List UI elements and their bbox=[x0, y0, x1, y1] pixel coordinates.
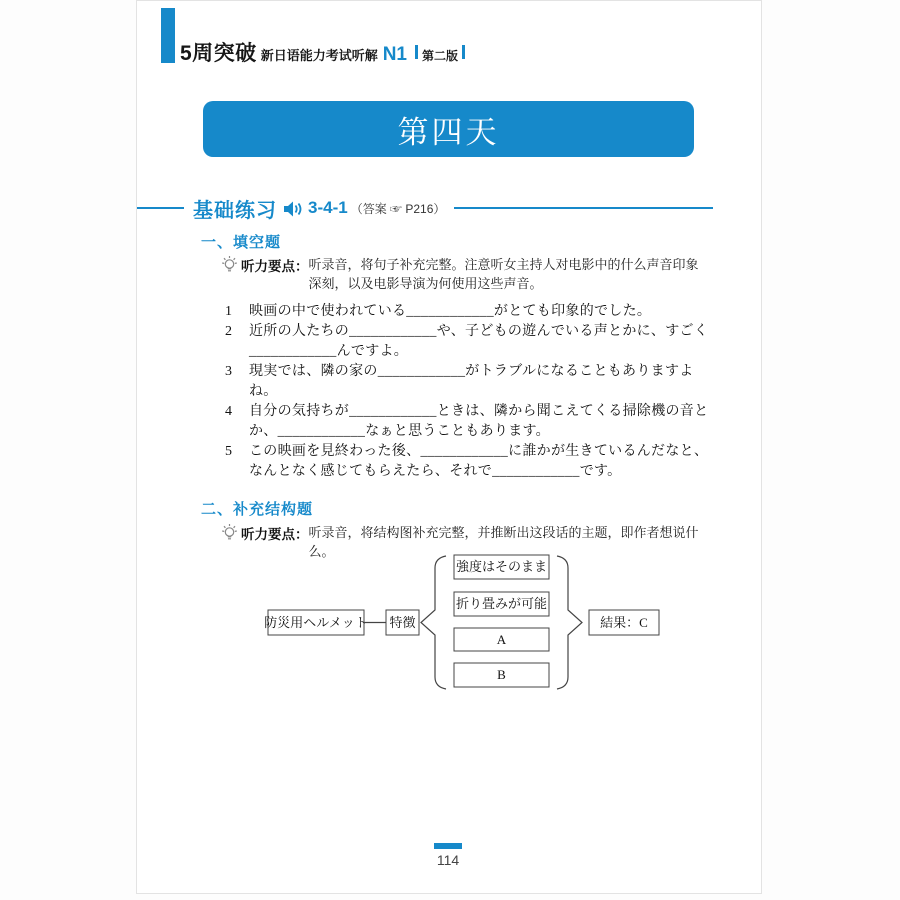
diagram-right-brace bbox=[557, 556, 582, 689]
divider-bar bbox=[415, 45, 418, 59]
list-item bbox=[225, 402, 725, 442]
part2-title: 二、补充结构题 bbox=[201, 501, 314, 518]
footer-accent-bar bbox=[434, 843, 462, 849]
diagram-node-label: 特徴 bbox=[389, 615, 416, 630]
series-title: 5周突破 bbox=[180, 42, 257, 65]
keypoint-text: 听录音，将结构图补充完整，并推断出这段话的主题，即作者想说什么。 bbox=[308, 525, 699, 559]
brand-header bbox=[180, 37, 469, 67]
item-text: 近所の人たちの____________や、子どもの遊んでいる声とかに、すごく____________んですよ。 bbox=[249, 324, 709, 359]
item-text: 現実では、隣の家の____________がトラブルになることもありますよね。 bbox=[249, 364, 694, 399]
edition-label: 第二版 bbox=[422, 49, 459, 63]
speaker-icon bbox=[284, 201, 303, 217]
book-page bbox=[136, 0, 762, 894]
item-text: 映画の中で使われている____________がとても印象的でした。 bbox=[249, 304, 652, 319]
lightbulb-icon bbox=[221, 255, 238, 275]
structure-diagram bbox=[262, 550, 662, 698]
item-number: 1 bbox=[225, 304, 232, 319]
diagram-feature-label: B bbox=[497, 667, 506, 682]
brand-accent-bar bbox=[161, 8, 175, 63]
item-number: 5 bbox=[225, 444, 232, 459]
diagram-root-label: 防災用ヘルメット bbox=[264, 615, 368, 630]
diagram-left-brace bbox=[421, 556, 446, 689]
divider-bar bbox=[462, 45, 465, 59]
diagram-feature-label: 折り畳みが可能 bbox=[455, 596, 548, 611]
series-subtitle: 新日语能力考试听解 bbox=[260, 48, 378, 63]
item-text: この映画を見終わった後、____________に誰かが生きているんだなと、なんとなく感じてもらえたら、それで____________です。 bbox=[249, 444, 709, 479]
day-banner: 第四天 bbox=[203, 101, 694, 157]
section-title: 基础练习 bbox=[193, 199, 277, 222]
header-rule-left bbox=[137, 207, 184, 209]
list-item bbox=[225, 442, 725, 482]
item-text: 自分の気持ちが____________ときは、隣から聞こえてくる掃除機の音とか、____________なぁと思うこともあります。 bbox=[249, 404, 709, 439]
header-rule-right bbox=[454, 207, 713, 209]
keypoint-text: 听录音，将句子补充完整。注意听女主持人对电影中的什么声音印象深刻，以及电影导演为何使用这些声音。 bbox=[308, 257, 699, 291]
item-number: 4 bbox=[225, 404, 232, 419]
part1-title: 一、填空题 bbox=[201, 234, 282, 251]
list-item bbox=[225, 322, 725, 362]
part1-keypoint bbox=[221, 254, 701, 293]
list-item bbox=[225, 362, 725, 402]
jlpt-level: N1 bbox=[382, 44, 407, 65]
fill-in-list bbox=[225, 302, 725, 482]
lightbulb-icon bbox=[221, 523, 238, 543]
list-item bbox=[225, 302, 725, 322]
diagram-result-label: 結果：C bbox=[600, 615, 648, 630]
keypoint-label: 听力要点： bbox=[241, 259, 309, 274]
item-number: 3 bbox=[225, 364, 232, 379]
item-number: 2 bbox=[225, 324, 232, 339]
section-header bbox=[137, 193, 763, 223]
diagram-feature-label: A bbox=[496, 632, 507, 647]
keypoint-label: 听力要点： bbox=[241, 527, 309, 542]
answer-reference: （答案 ☞ P216） bbox=[350, 201, 446, 216]
diagram-feature-label: 強度はそのまま bbox=[455, 559, 548, 574]
page-number: 114 bbox=[436, 852, 460, 868]
audio-track-number: 3-4-1 bbox=[308, 198, 348, 217]
